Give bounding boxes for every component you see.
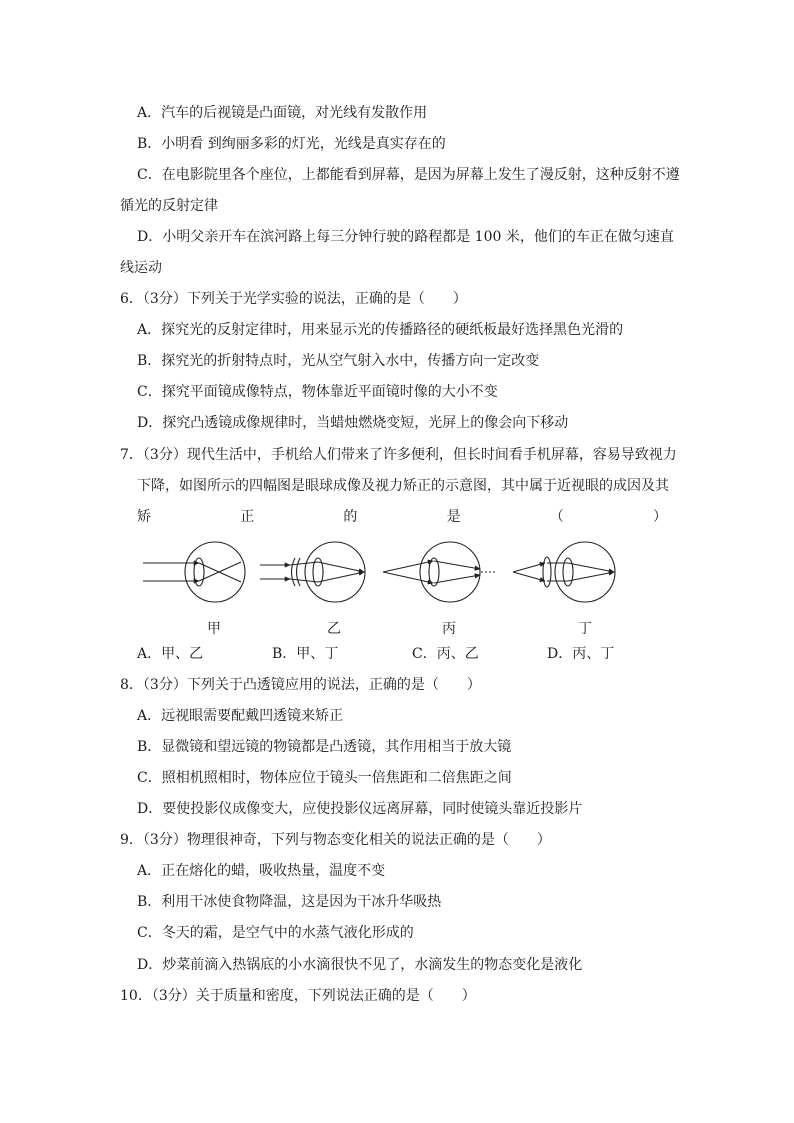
- q8-option-b: B．显微镜和望远镜的物镜都是凸透镜，其作用相当于放大镜: [137, 739, 512, 755]
- q6-option-c: C．探究平面镜成像特点，物体靠近平面镜时像的大小不变: [137, 384, 498, 400]
- q7-choices: [137, 643, 697, 663]
- q7-stem3-char: ）: [652, 509, 667, 525]
- q5-option-a: A．汽车的后视镜是凸面镜，对光线有发散作用: [137, 105, 428, 121]
- q6-option-d: D．探究凸透镜成像规律时，当蜡烛燃烧变短，光屏上的像会向下移动: [137, 415, 569, 431]
- eye-diagram-bing: [383, 542, 495, 602]
- q8-stem: 8．（3分）下列关于凸透镜应用的说法，正确的是（ ）: [120, 677, 481, 693]
- figure-label-jia: 甲: [207, 621, 221, 637]
- q9-option-a: A．正在熔化的蜡，吸收热量，温度不变: [137, 863, 386, 879]
- q5-option-b: B．小明看 到绚丽多彩的灯光，光线是真实存在的: [137, 136, 446, 152]
- q7-stem3-char: 是: [446, 509, 461, 525]
- eye-diagram-yi: [260, 542, 365, 602]
- q8-option-a: A．远视眼需要配戴凹透镜来矫正: [137, 708, 344, 724]
- q8-option-c: C．照相机照相时，物体应位于镜头一倍焦距和二倍焦距之间: [137, 770, 512, 786]
- q9-option-b: B．利用干冰使食物降温，这是因为干冰升华吸热: [137, 894, 442, 910]
- figure-label-bing: 丙: [442, 621, 456, 637]
- q9-option-d: D．炒菜前滴入热锅底的小水滴很快不见了，水滴发生的物态变化是液化: [137, 957, 583, 973]
- q7-stem-line2: 下降，如图所示的四幅图是眼球成像及视力矫正的示意图，其中属于近视眼的成因及其: [137, 478, 669, 494]
- q7-stem3-char: 的: [343, 509, 358, 525]
- q7-stem-line3: [137, 507, 667, 527]
- q9-stem: 9．（3分）物理很神奇，下列与物态变化相关的说法正确的是（ ）: [120, 832, 551, 848]
- q5-option-d-cont: 线运动: [120, 260, 162, 276]
- q6-option-a: A．探究光的反射定律时，用来显示光的传播路径的硬纸板最好选择黑色光滑的: [137, 322, 624, 338]
- q9-option-c: C．冬天的霜，是空气中的水蒸气液化形成的: [137, 925, 414, 941]
- q5-option-c: C．在电影院里各个座位，上都能看到屏幕，是因为屏幕上发生了漫反射，这种反射不遵: [137, 167, 680, 183]
- q6-option-b: B．探究光的折射特点时，光从空气射入水中，传播方向一定改变: [137, 353, 540, 369]
- q5-option-d: D．小明父亲开车在滨河路上每三分钟行驶的路程都是 100 米，他们的车正在做匀速直: [137, 229, 674, 245]
- figure-label-yi: 乙: [327, 621, 341, 637]
- q10-stem: 10．（3分）关于质量和密度，下列说法正确的是（ ）: [120, 988, 476, 1004]
- eye-diagram-jia: [143, 542, 245, 602]
- q7-stem3-char: 正: [240, 509, 255, 525]
- eye-diagram-ding: [513, 542, 615, 602]
- q7-choice-b: B．甲、丁: [272, 646, 339, 662]
- q7-stem-line1: 7．（3分）现代生活中，手机给人们带来了许多便利，但长时间看手机屏幕，容易导致视力: [120, 447, 677, 463]
- q6-stem: 6．（3分）下列关于光学实验的说法，正确的是（ ）: [120, 291, 467, 307]
- q7-choice-c: C．丙、乙: [412, 646, 479, 662]
- figure-label-ding: 丁: [578, 621, 592, 637]
- q8-option-d: D．要使投影仪成像变大，应使投影仪远离屏幕，同时使镜头靠近投影片: [137, 801, 583, 817]
- q7-stem3-char: 矫: [137, 509, 151, 525]
- q7-choice-a: A．甲、乙: [137, 646, 204, 662]
- q7-choice-d: D．丙、丁: [547, 646, 615, 662]
- q7-stem3-char: （: [549, 509, 564, 525]
- q5-option-c-cont: 循光的反射定律: [120, 198, 218, 214]
